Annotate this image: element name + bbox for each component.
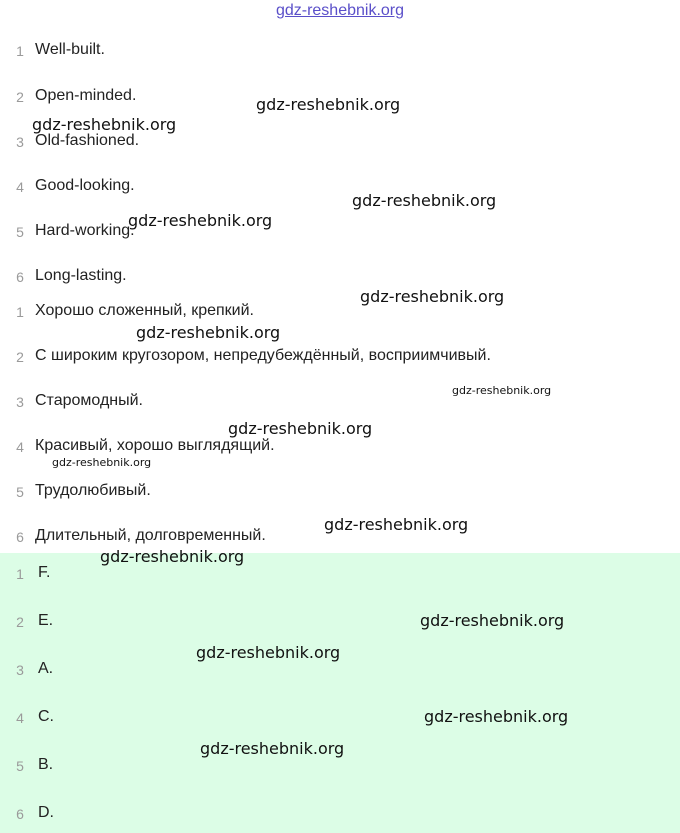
item-number: 3 — [16, 134, 24, 150]
item-number: 5 — [16, 758, 24, 774]
item-text: D. — [38, 804, 54, 821]
item-text: Трудолюбивый. — [35, 482, 151, 499]
watermark: gdz-reshebnik.org — [256, 95, 401, 114]
watermark: gdz-reshebnik.org — [32, 115, 177, 134]
item-number: 6 — [16, 529, 24, 545]
watermark: gdz-reshebnik.org — [452, 384, 552, 397]
item-text: Well-built. — [35, 41, 105, 58]
watermark: gdz-reshebnik.org — [100, 547, 245, 566]
item-number: 4 — [16, 710, 24, 726]
item-text: F. — [38, 564, 51, 581]
watermark: gdz-reshebnik.org — [196, 643, 341, 662]
watermark: gdz-reshebnik.org — [424, 707, 569, 726]
item-number: 5 — [16, 484, 24, 500]
item-text: Hard-working. — [35, 222, 135, 239]
site-watermark-link[interactable]: gdz-reshebnik.org — [275, 2, 405, 19]
item-text: A. — [38, 660, 54, 677]
item-number: 1 — [16, 304, 24, 320]
item-number: 2 — [16, 89, 24, 105]
item-number: 2 — [16, 349, 24, 365]
item-number: 4 — [16, 179, 24, 195]
watermark: gdz-reshebnik.org — [128, 211, 273, 230]
answers-block — [0, 553, 680, 833]
item-number: 1 — [16, 566, 24, 582]
item-text: Long-lasting. — [35, 267, 127, 284]
item-text: Красивый, хорошо выглядящий. — [35, 437, 275, 454]
watermark: gdz-reshebnik.org — [360, 287, 505, 306]
item-text: B. — [38, 756, 54, 773]
watermark: gdz-reshebnik.org — [420, 611, 565, 630]
item-text: Старомодный. — [35, 392, 143, 409]
item-text: С широким кругозором, непредубеждённый, восприимчивый. — [35, 347, 491, 364]
item-text: Open-minded. — [35, 87, 137, 104]
watermark: gdz-reshebnik.org — [200, 739, 345, 758]
item-text: Хорошо сложенный, крепкий. — [35, 302, 254, 319]
item-text: C. — [38, 708, 54, 725]
item-number: 5 — [16, 224, 24, 240]
item-number: 6 — [16, 269, 24, 285]
item-number: 3 — [16, 394, 24, 410]
item-text: Good-looking. — [35, 177, 135, 194]
watermark: gdz-reshebnik.org — [352, 191, 497, 210]
watermark: gdz-reshebnik.org — [136, 323, 281, 342]
item-text: Old-fashioned. — [35, 132, 140, 149]
item-number: 1 — [16, 43, 24, 59]
item-number: 3 — [16, 662, 24, 678]
item-text: Длительный, долговременный. — [35, 527, 266, 544]
watermark: gdz-reshebnik.org — [52, 456, 152, 469]
watermark: gdz-reshebnik.org — [324, 515, 469, 534]
item-number: 6 — [16, 806, 24, 822]
item-number: 2 — [16, 614, 24, 630]
item-text: E. — [38, 612, 54, 629]
watermark: gdz-reshebnik.org — [228, 419, 373, 438]
item-number: 4 — [16, 439, 24, 455]
